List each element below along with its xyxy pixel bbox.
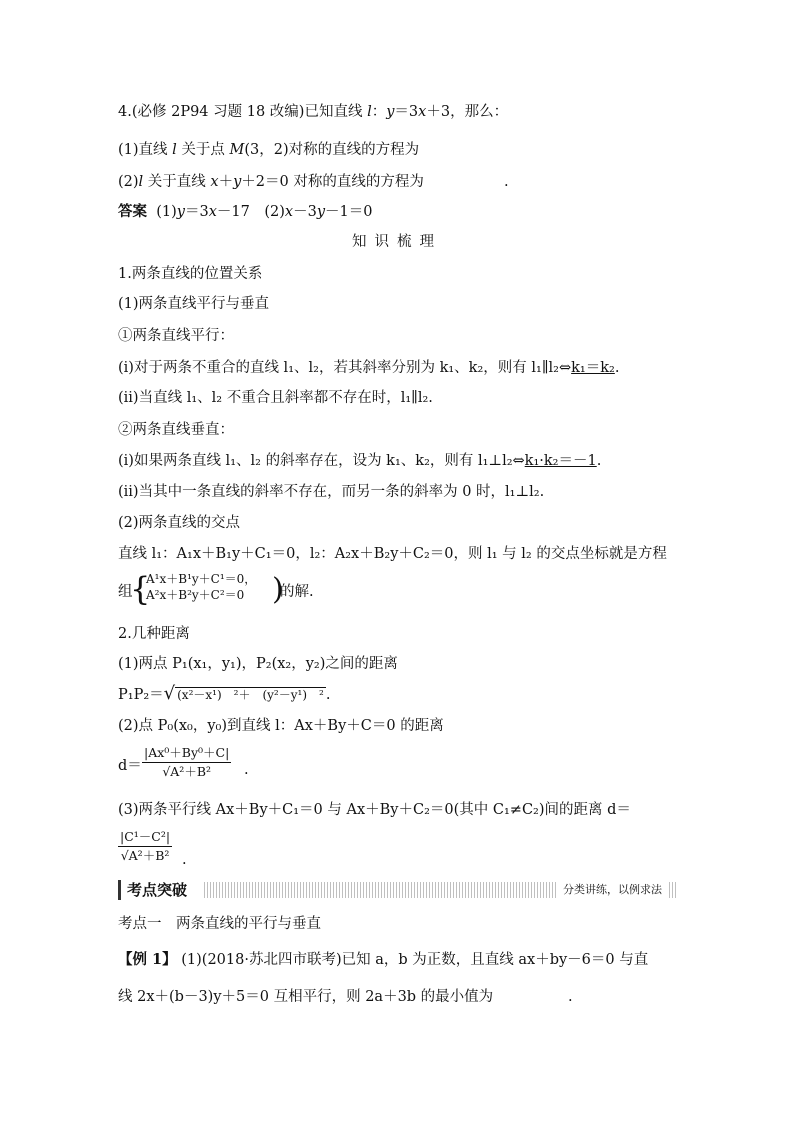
answer-a8: －1＝0: [325, 204, 373, 220]
answer-a2: ＝3: [184, 204, 209, 220]
s2-d2-fraction: [142, 744, 231, 781]
s1-zu: 组: [118, 584, 133, 600]
kd1-title: 考点一 两条直线的平行与垂直: [118, 916, 321, 932]
answer-a6: －3: [293, 204, 317, 220]
answer-a4: －17 (2): [216, 204, 285, 220]
answer-t1: (1): [156, 204, 177, 220]
q4-p1M: M: [229, 142, 245, 158]
s1-j1-end: .: [596, 453, 602, 469]
q4-eq: ＝3: [394, 104, 419, 120]
q4-p2x: x: [210, 174, 219, 190]
ex1-label: 【例 1】: [118, 951, 177, 968]
system-right-paren: ): [272, 572, 284, 607]
s1-j1-underlined: k₁·k₂＝－1: [524, 453, 597, 469]
s1-sub1: (1)两条直线平行与垂直: [118, 296, 270, 312]
ex1-line1-text: (1)(2018·苏北四市联考)已知 a，b 为正数，且直线 ax＋by－6＝0 与直: [181, 952, 649, 968]
var-y: y: [386, 104, 395, 120]
q4-stem: [118, 102, 508, 122]
answer-line: [118, 202, 372, 222]
s1-c1: ①两条直线平行：: [118, 328, 234, 344]
s2-d3-fraction: [118, 828, 172, 865]
s2-d3-denominator: √A²＋B²: [120, 848, 170, 863]
s1-i2: (ⅱ)当直线 l₁、l₂ 不重合且斜率都不存在时，l₁∥l₂.: [118, 390, 433, 406]
s2-d1-formula: [118, 684, 330, 705]
s2-d2: (2)点 P₀(x₀，y₀)到直线 l：Ax＋By＋C＝0 的距离: [118, 718, 444, 734]
q4-p1l: l: [172, 142, 177, 158]
s2-d3: (3)两条平行线 Ax＋By＋C₁＝0 与 Ax＋By＋C₂＝0(其中 C₁≠C₂)间的距离 d＝: [118, 802, 631, 818]
q4-part2: [118, 172, 424, 192]
s2-d2-numerator: |Ax⁰＋By⁰＋C|: [142, 744, 231, 763]
q4-p2c: ＋2＝0 对称的直线的方程为: [241, 174, 424, 190]
s2-d2-end: .: [244, 762, 249, 778]
answer-a1: y: [176, 204, 185, 220]
q4-head: 4.(必修 2P94 习题 18 改编)已知直线: [118, 104, 368, 120]
s2-d1-end: .: [325, 687, 331, 703]
ex1-line1: [118, 950, 648, 970]
q4-part2-period: .: [504, 174, 509, 190]
system-eq-1: A¹x＋B¹y＋C¹＝0，: [146, 572, 257, 586]
var-l: l: [367, 104, 372, 120]
answer-label: 答案: [118, 203, 147, 220]
s1-i1-underlined: k₁＝k₂: [571, 360, 615, 376]
q4-p1c: (3，2)对称的直线的方程为: [244, 142, 420, 158]
s1-i1: [118, 358, 619, 378]
q4-part1: [118, 140, 419, 160]
banner-right-text: 分类讲练，以例求法: [557, 882, 668, 898]
q4-colon: ：: [371, 104, 387, 120]
q4-tail: ＋3，那么：: [426, 104, 509, 120]
system-eq-2: A²x＋B²y＋C²＝0: [146, 588, 245, 602]
q4-p2b: 关于直线: [143, 174, 211, 190]
s2-d3-end: .: [182, 852, 187, 868]
s1-j1: [118, 451, 601, 471]
s1-title: 1.两条直线的位置关系: [118, 266, 263, 282]
s2-d1: (1)两点 P₁(x₁，y₁)，P₂(x₂，y₂)之间的距离: [118, 656, 398, 672]
q4-p2y: y: [233, 174, 242, 190]
answer-a3: x: [208, 204, 217, 220]
answer-a7: y: [316, 204, 326, 220]
q4-p2l: l: [138, 174, 144, 190]
s1-intersection: 直线 l₁：A₁x＋B₁y＋C₁＝0，l₂：A₂x＋B₂y＋C₂＝0，则 l₁ 与 l₂ 的交点坐标就是方程: [118, 546, 667, 562]
s2-d2-lhs: d＝: [118, 758, 142, 774]
q4-p2plus: ＋: [218, 174, 234, 190]
s1-i1-end: .: [614, 360, 620, 376]
s1-j2: (ⅱ)当其中一条直线的斜率不存在，而另一条的斜率为 0 时，l₁⊥l₂.: [118, 484, 545, 500]
sqrt-icon: √: [163, 683, 176, 704]
ex1-line2: 线 2x＋(b－3)y＋5＝0 互相平行，则 2a＋3b 的最小值为: [118, 989, 494, 1005]
q4-p1b: 关于点: [176, 142, 230, 158]
s1-solution: 的解.: [280, 584, 314, 600]
s2-title: 2.几种距离: [118, 626, 190, 642]
answer-a5: x: [284, 204, 294, 220]
s1-c2: ②两条直线垂直：: [118, 422, 234, 438]
s1-i1-text: (ⅰ)对于两条不重合的直线 l₁、l₂，若其斜率分别为 k₁、k₂，则有 l₁∥l₂⇔: [118, 360, 572, 376]
s2-d3-numerator: |C¹－C²|: [118, 828, 172, 847]
section-title: 知识梳理: [352, 234, 442, 250]
ex1-line2-end: .: [568, 989, 573, 1005]
q4-p1a: (1)直线: [118, 142, 173, 158]
q4-p2a: (2): [118, 174, 139, 190]
banner-tag: 考点突破: [118, 880, 193, 900]
s2-d1-radicand: (x²－x¹) ²＋ (y²－y¹) ²: [177, 688, 324, 702]
s2-d2-denominator: √A²＋B²: [162, 764, 212, 779]
s1-sub2: (2)两条直线的交点: [118, 515, 241, 531]
s2-d1-lhs: P₁P₂＝: [118, 687, 164, 703]
system-left-brace: {: [130, 570, 151, 608]
var-x: x: [418, 104, 427, 120]
s1-j1-text: (ⅰ)如果两条直线 l₁、l₂ 的斜率存在，设为 k₁、k₂，则有 l₁⊥l₂⇔: [118, 453, 525, 469]
section-banner: [118, 880, 678, 900]
equation-system: [130, 570, 257, 608]
